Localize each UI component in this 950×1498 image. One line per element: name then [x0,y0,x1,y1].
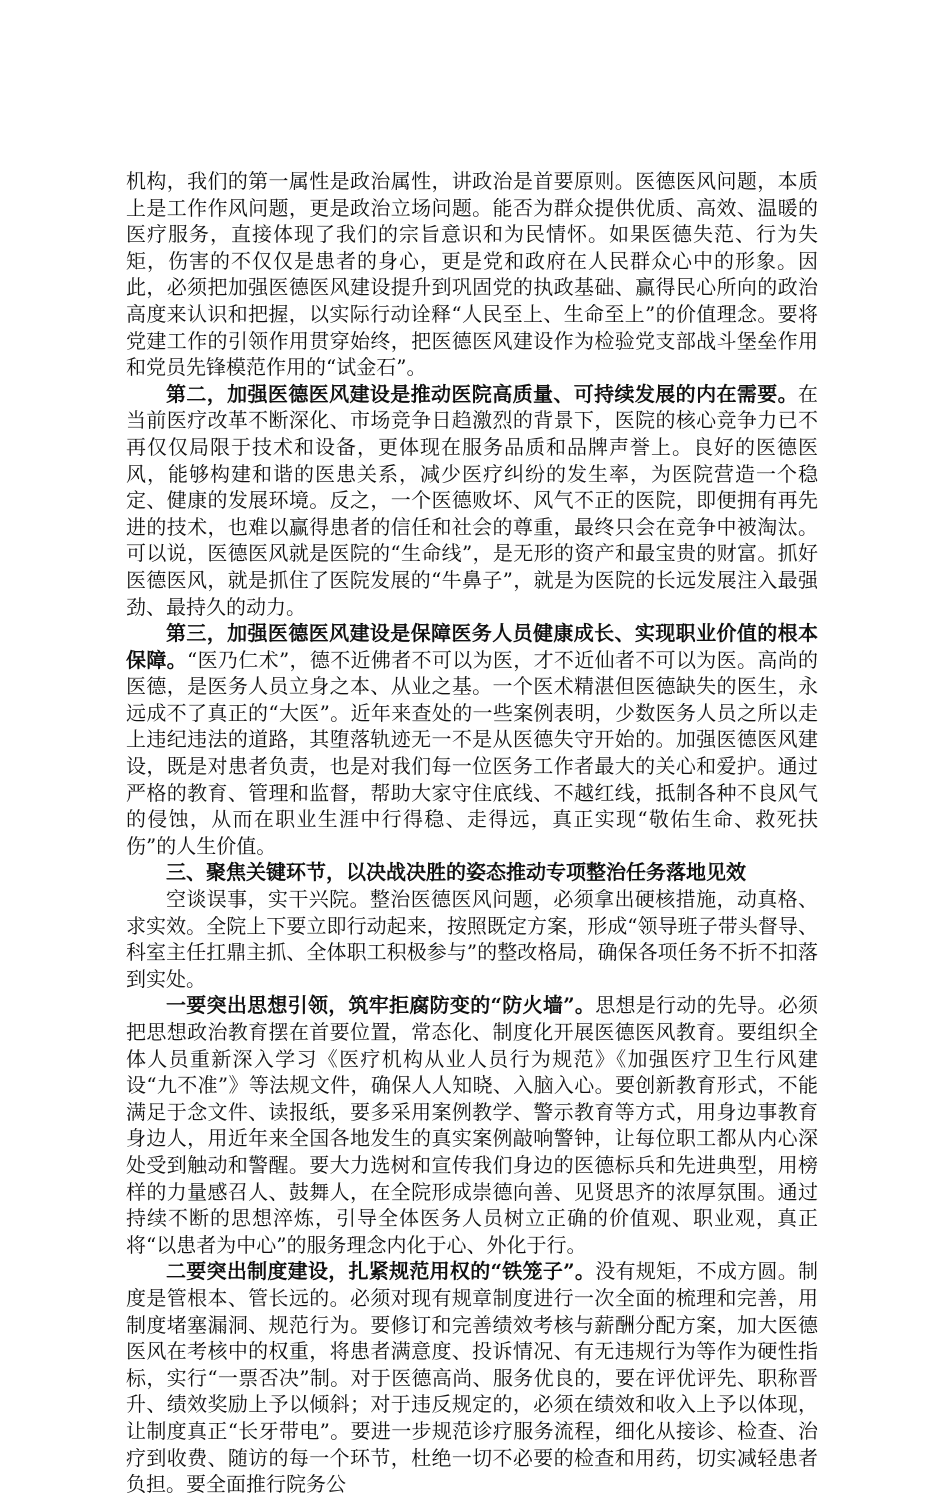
paragraph-text: 在当前医疗改革不断深化、市场竞争日趋激烈的背景下，医院的核心竞争力已不再仅仅局限于技术和设备，更体现在服务品质和品牌声誉上。良好的医德医风，能够构建和谐的医患关系，减少医疗纠纷的发生率，为医院营造一个稳定、健康的发展环境。反之，一个医德败坏、风气不正的医院，即便拥有再先进的技术，也难以赢得患者的信任和社会的尊重，最终只会在竞争中被淘汰。可以说，医德医风就是医院的“生命线”，是无形的资产和最宝贵的财富。抓好医德医风，就是抓住了医院发展的“牛鼻子”，就是为医院的长远发展注入最强劲、最持久的动力。 [126,381,818,619]
paragraph-second-point [126,381,818,620]
paragraph-text: 思想是行动的先导。必须把思想政治教育摆在首要位置，常态化、制度化开展医德医风教育。要组织全体人员重新深入学习《医疗机构从业人员行为规范》《加强医疗卫生行风建设“九不准”》等法规文件，确保人人知晓、入脑入心。要创新教育形式，不能满足于念文件、读报纸，要多采用案例教学、警示教育等方式，用身边事教育身边人，用近年来全国各地发生的真实案例敲响警钟，让每位职工都从内心深处受到触动和警醒。要大力选树和宣传我们身边的医德标兵和先进典型，用榜样的力量感召人、鼓舞人，在全院形成崇德向善、见贤思齐的浓厚氛围。通过持续不断的思想淬炼，引导全体医务人员树立正确的价值观、职业观，真正将“以患者为中心”的服务理念内化于心、外化于行。 [126,993,818,1257]
paragraph-action-intro [126,886,818,992]
paragraph-third-point [126,620,818,859]
section-heading-text: 三、聚焦关键环节，以决战决胜的姿态推动专项整治任务落地见效 [166,860,746,885]
paragraph-lead-bold: 二要突出制度建设，扎紧规范用权的“铁笼子”。 [166,1259,596,1284]
paragraph-lead-bold: 第二，加强医德医风建设是推动医院高质量、可持续发展的内在需要。 [166,381,798,406]
paragraph-ideological-guidance [126,992,818,1258]
paragraph-lead-bold: 一要突出思想引领，筑牢拒腐防变的“防火墙”。 [166,993,596,1018]
paragraph-text: 空谈误事，实干兴院。整治医德医风问题，必须拿出硬核措施，动真格、求实效。全院上下要立即行动起来，按照既定方案，形成“领导班子带头督导、科室主任扛鼎主抓、全体职工积极参与”的整改格局，确保各项任务不折不扣落到实处。 [126,887,818,991]
section-heading-three [126,859,818,886]
paragraph-political-attribute [126,168,818,381]
paragraph-text: 机构，我们的第一属性是政治属性，讲政治是首要原则。医德医风问题，本质上是工作作风问题，更是政治立场问题。能否为群众提供优质、高效、温暖的医疗服务，直接体现了我们的宗旨意识和为民情怀。如果医德失范、行为失矩，伤害的不仅仅是患者的身心，更是党和政府在人民群众心中的形象。因此，必须把加强医德医风建设提升到巩固党的执政基础、赢得民心所向的政治高度来认识和把握，以实际行动诠释“人民至上、生命至上”的价值理念。要将党建工作的引领作用贯穿始终，把医德医风建设作为检验党支部战斗堡垒作用和党员先锋模范作用的“试金石”。 [126,169,818,380]
paragraph-text: “医乃仁术”，德不近佛者不可以为医，才不近仙者不可以为医。高尚的医德，是医务人员立身之本、从业之基。一个医术精湛但医德缺失的医生，永远成不了真正的“大医”。近年来查处的一些案例表明，少数医务人员之所以走上违纪违法的道路，其堕落轨迹无一不是从医德失守开始的。加强医德医风建设，既是对患者负责，也是对我们每一位医务工作者最大的关心和爱护。通过严格的教育、管理和监督，帮助大家守住底线、不越红线，抵制各种不良风气的侵蚀，从而在职业生涯中行得稳、走得远，真正实现“敬佑生命、救死扶伤”的人生价值。 [126,647,819,858]
paragraph-text: 没有规矩，不成方圆。制度是管根本、管长远的。必须对现有规章制度进行一次全面的梳理和完善，用制度堵塞漏洞、规范行为。要修订和完善绩效考核与薪酬分配方案，加大医德医风在考核中的权重，将患者满意度、投诉情况、有无违规行为等作为硬性指标，实行“一票否决”制。对于医德高尚、服务优良的，要在评优评先、职称晋升、绩效奖励上予以倾斜；对于违反规定的，必须在绩效和收入上予以体现，让制度真正“长牙带电”。要进一步规范诊疗服务流程，细化从接诊、检查、治疗到收费、随访的每一个环节，杜绝一切不必要的检查和用药，切实减轻患者负担。要全面推行院务公 [126,1259,818,1497]
paragraph-system-building [126,1258,818,1497]
paragraph-lead-bold: 第三，加强医德医风建设是保障医务人员健康成长、实现职业价值的根本保障。 [126,621,818,672]
document-body [126,168,818,1498]
